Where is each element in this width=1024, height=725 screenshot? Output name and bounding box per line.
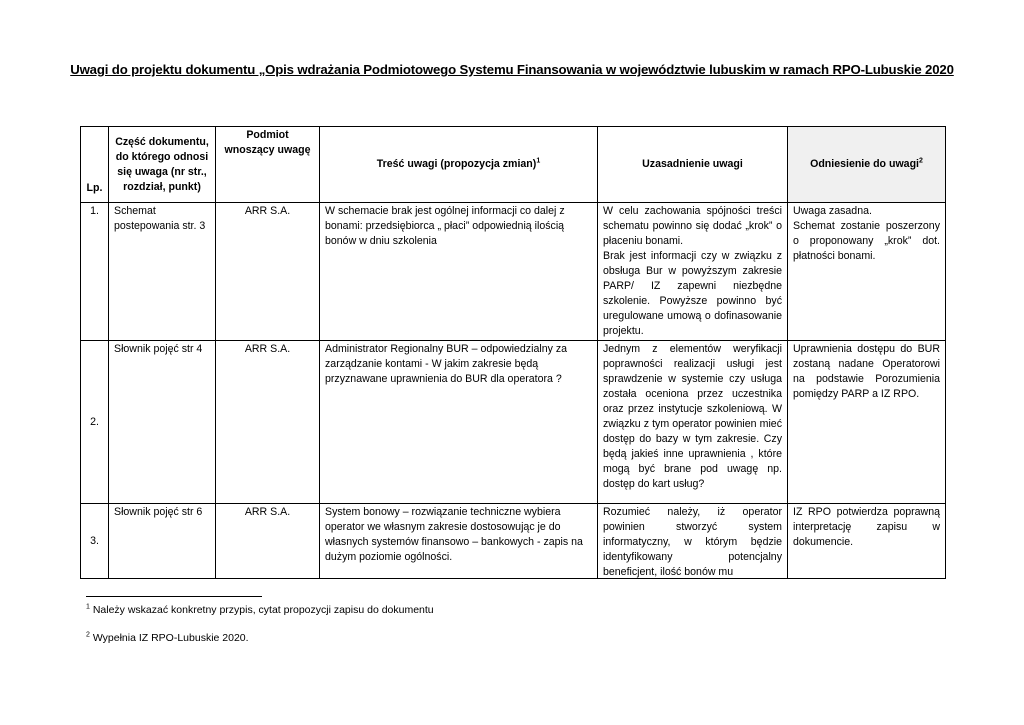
footnote-separator [86, 596, 262, 597]
header-comment-content-label: Treść uwagi (propozycja zmian) [376, 158, 537, 170]
row-justification [598, 504, 788, 579]
footnote-1-number: 1 [86, 603, 90, 611]
row-document-part: Słownik pojęć str 4 [109, 341, 216, 504]
row-number: 2. [81, 341, 109, 504]
table-row [81, 504, 946, 579]
header-document-part: Część dokumentu, do którego odnosi się uwaga (nr str., rozdział, punkt) [109, 127, 216, 203]
row-response: IZ RPO potwierdza poprawną interpretację zapisu w dokumencie. [788, 504, 946, 579]
row-response: Uprawnienia dostępu do BUR zostaną nadane Operatorowi na podstawie Porozumienia pomiędzy PARP a IZ RPO. [788, 341, 946, 504]
header-comment-content [320, 127, 598, 203]
header-response [788, 127, 946, 203]
row-submitter: ARR S.A. [216, 341, 320, 504]
footnote-2 [86, 632, 249, 644]
footnote-ref-2: 2 [919, 157, 923, 165]
table-row [81, 341, 946, 504]
table-row [81, 203, 946, 341]
row-number: 1. [81, 203, 109, 341]
document-title: Uwagi do projektu dokumentu „Opis wdrażania Podmiotowego Systemu Finansowania w województwie lubuskim w ramach RPO-Lubuskie 2020 [70, 62, 954, 77]
row-response: Uwaga zasadna. Schemat zostanie poszerzony o proponowany „krok” dot. płatności bonami. [788, 203, 946, 341]
footnote-1-text: Należy wskazać konkretny przypis, cytat propozycji zapisu do dokumentu [92, 604, 434, 616]
footnote-2-text: Wypełnia IZ RPO-Lubuskie 2020. [92, 632, 249, 644]
row-justification-clip [598, 504, 787, 578]
row-comment-content: System bonowy – rozwiązanie techniczne wybiera operator we własnym zakresie dostosowując je do własnych systemów finansowo – bankowych - zapis na dużym poziomie ogólności. [320, 504, 598, 579]
header-response-label: Odniesienie do uwagi [810, 158, 919, 170]
table-header-row [81, 127, 946, 203]
header-justification: Uzasadnienie uwagi [598, 127, 788, 203]
row-justification: Jednym z elementów weryfikacji poprawności realizacji usługi jest sprawdzenie w systemie czy usługa została oceniona przez uczestnika oraz przez instytucje szkoleniową. W związku z tym operator powinien mieć dostęp do bazy w tym zakresie. Czy będą jakieś inne uprawnienia , które mogą być brane pod uwagę np. dostęp do kart usług? [598, 341, 788, 504]
footnote-ref-1: 1 [536, 157, 541, 165]
row-comment-content: W schemacie brak jest ogólnej informacji co dalej z bonami: przedsiębiorca „ płaci” odpowiednią ilością bonów w dniu szkolenia [320, 203, 598, 341]
row-submitter: ARR S.A. [216, 203, 320, 341]
row-justification: W celu zachowania spójności treści schematu powinno się dodać „krok” o płaceniu bonami. Brak jest informacji czy w związku z obsługa Bur w powyższym zakresie PARP/ IZ zapewni niezbędne szkolenie. Powyższe powinno być uregulowane umową o dofinasowanie projektu. [598, 203, 788, 341]
row-document-part: Słownik pojęć str 6 [109, 504, 216, 579]
footnote-2-number: 2 [86, 631, 90, 639]
footnote-1 [86, 604, 434, 616]
header-submitter: Podmiot wnoszący uwagę [216, 127, 320, 203]
row-justification-text: Rozumieć należy, iż operator powinien stworzyć system informatyczny, w którym będzie identyfikowany potencjalny beneficjent, ilość bonów mu [603, 506, 782, 578]
comments-table [80, 126, 946, 579]
row-number: 3. [81, 504, 109, 579]
header-lp: Lp. [81, 127, 109, 203]
row-submitter: ARR S.A. [216, 504, 320, 579]
row-document-part: Schemat postepowania str. 3 [109, 203, 216, 341]
row-comment-content: Administrator Regionalny BUR – odpowiedzialny za zarządzanie kontami - W jakim zakresie będą przyznawane uprawnienia do BUR dla operatora ? [320, 341, 598, 504]
